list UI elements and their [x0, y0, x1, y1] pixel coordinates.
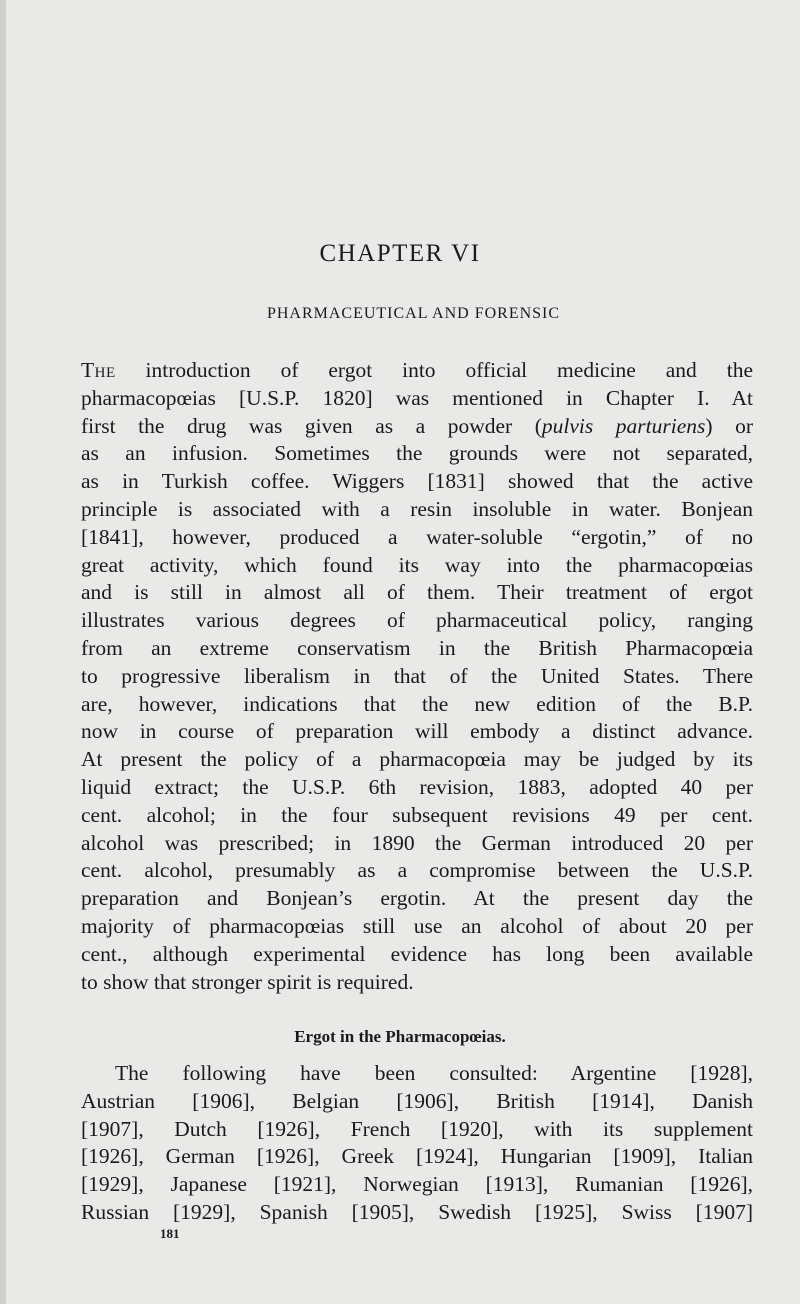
page-number: 181 [160, 1226, 180, 1241]
text-line: preparation and Bonjean’s ergotin. At the present day the [81, 886, 753, 911]
text-line: now in course of preparation will embody a distinct advance. [81, 719, 753, 744]
text-line: cent. alcohol; in the four subsequent revisions 49 per cent. [81, 802, 753, 827]
text-line: are, however, indications that the new edition of the B.P. [81, 691, 753, 716]
text-line: as in Turkish coffee. Wiggers [1831] showed that the active [81, 469, 753, 494]
text-line: Austrian [1906], Belgian [1906], British [1914], Danish [81, 1088, 753, 1113]
text-line: liquid extract; the U.S.P. 6th revision, 1883, adopted 40 per [81, 774, 753, 799]
text-line: majority of pharmacopœias still use an alcohol of about 20 per [81, 913, 753, 938]
chapter-subtitle: PHARMACEUTICAL AND FORENSIC [266, 305, 561, 322]
text-line: to progressive liberalism in that of the United States. There [81, 663, 753, 688]
text-line: [1841], however, produced a water-soluble “ergotin,” of no [81, 524, 753, 549]
text-line: [1907], Dutch [1926], French [1920], with its supplement [81, 1116, 753, 1141]
text-line: great activity, which found its way into the pharmacopœias [81, 552, 753, 577]
text-line: principle is associated with a resin insoluble in water. Bonjean [81, 496, 753, 521]
text-line: as an infusion. Sometimes the grounds were not separated, [81, 441, 753, 466]
text-line: At present the policy of a pharmacopœia may be judged by its [81, 747, 753, 772]
paragraph-consulted [81, 1060, 753, 1227]
chapter-title: CHAPTER VI [319, 240, 481, 267]
text-line: illustrates various degrees of pharmaceutical policy, ranging [81, 608, 753, 633]
text-line: The following have been consulted: Argentine [1928], [115, 1061, 753, 1085]
text-line: cent., although experimental evidence has long been available [81, 941, 753, 966]
text-line: pharmacopœias [U.S.P. 1820] was mentioned in Chapter I. At [81, 385, 753, 410]
text-line: The introduction of ergot into official medicine and the [81, 358, 753, 382]
text-line: to show that stronger spirit is required. [81, 969, 414, 994]
drop-word: The [81, 358, 116, 382]
page-edge-shadow [0, 0, 6, 1304]
text-line: [1929], Japanese [1921], Norwegian [1913], Rumanian [1926], [81, 1172, 753, 1197]
text-line: cent. alcohol, presumably as a compromise between the U.S.P. [81, 858, 753, 883]
text-line: Russian [1929], Spanish [1905], Swedish [1925], Swiss [1907] [81, 1199, 753, 1224]
paragraph-introduction [81, 357, 753, 996]
section-heading: Ergot in the Pharmacopœias. [294, 1027, 506, 1046]
text-line: and is still in almost all of them. Their treatment of ergot [81, 580, 753, 605]
text-line: from an extreme conservatism in the British Pharmacopœia [81, 635, 753, 660]
text-line: first the drug was given as a powder (pulvis parturiens) or [81, 413, 753, 438]
text-line: [1926], German [1926], Greek [1924], Hungarian [1909], Italian [81, 1144, 753, 1169]
text-line: alcohol was prescribed; in 1890 the German introduced 20 per [81, 830, 753, 855]
